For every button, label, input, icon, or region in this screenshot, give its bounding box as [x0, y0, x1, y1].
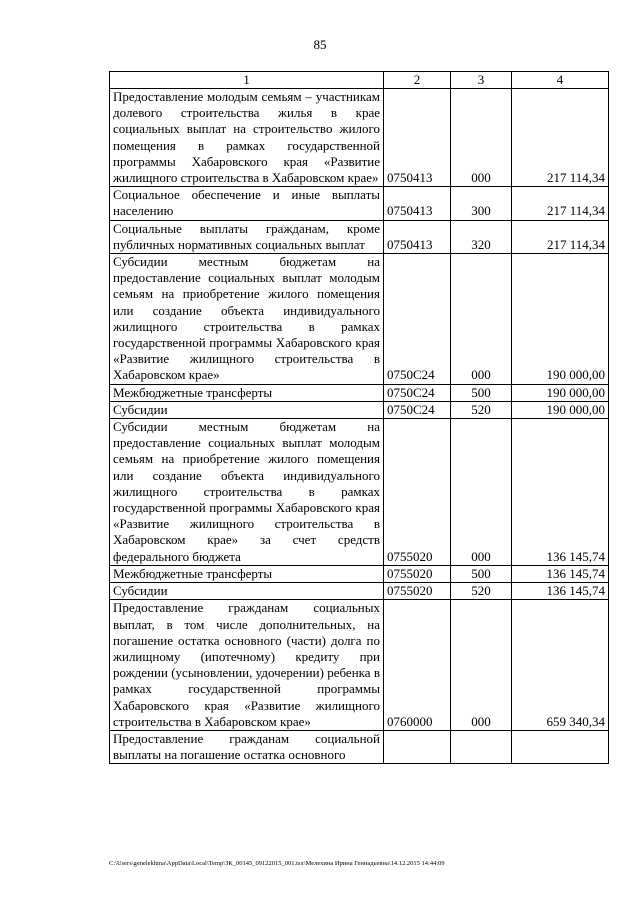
table-row — [110, 187, 609, 220]
row-expense-type — [451, 730, 512, 763]
row-code — [384, 730, 451, 763]
row-description: Субсидии местным бюджетам на предоставление социальных выплат молодым семьям на приобретение жилого помещения или создание объекта индивидуального жилищного строительства в рамках государственной программы Хабаровского края «Развитие жилищного строительства в Хабаровском крае» за счет средств федерального бюджета — [110, 419, 384, 566]
row-amount: 190 000,00 — [512, 401, 609, 418]
row-description: Субсидии — [110, 583, 384, 600]
row-code: 0750413 — [384, 220, 451, 253]
header-cell: 3 — [451, 72, 512, 89]
row-expense-type: 000 — [451, 419, 512, 566]
row-code: 0750С24 — [384, 401, 451, 418]
row-description: Социальные выплаты гражданам, кроме публичных нормативных социальных выплат — [110, 220, 384, 253]
row-code: 0750С24 — [384, 384, 451, 401]
row-code: 0760000 — [384, 600, 451, 731]
row-expense-type: 300 — [451, 187, 512, 220]
row-description: Социальное обеспечение и иные выплаты населению — [110, 187, 384, 220]
table-row — [110, 565, 609, 582]
header-cell: 2 — [384, 72, 451, 89]
row-code: 0755020 — [384, 419, 451, 566]
header-cell: 4 — [512, 72, 609, 89]
budget-table — [109, 71, 609, 764]
table-row — [110, 254, 609, 385]
row-expense-type: 000 — [451, 600, 512, 731]
row-description: Предоставление гражданам социальных выплат, в том числе дополнительных, на погашение остатка основного (части) долга по жилищному (ипотечному) кредиту при рождении (усыновлении, удочерении) ребенка в рамках государственной программы Хабаровского края «Развитие жилищного строительства в Хабаровском крае» — [110, 600, 384, 731]
row-description: Межбюджетные трансферты — [110, 565, 384, 582]
row-code: 0750413 — [384, 89, 451, 187]
table-row — [110, 89, 609, 187]
row-amount: 190 000,00 — [512, 384, 609, 401]
row-amount: 659 340,34 — [512, 600, 609, 731]
table-row — [110, 583, 609, 600]
row-amount: 136 145,74 — [512, 565, 609, 582]
row-description: Субсидии — [110, 401, 384, 418]
file-path-footer: C:\Users\genelekhina\AppData\Local\Temp\ЗК_00145_09122015_001.tsx\Мелехина Ирина Геннадьевна\14.12.2015 14:44:09 — [109, 860, 445, 867]
row-code: 0755020 — [384, 583, 451, 600]
row-amount — [512, 730, 609, 763]
table-row — [110, 419, 609, 566]
row-code: 0755020 — [384, 565, 451, 582]
row-description: Предоставление гражданам социальной выплаты на погашение остатка основного — [110, 730, 384, 763]
header-cell: 1 — [110, 72, 384, 89]
row-description: Предоставление молодым семьям – участникам долевого строительства жилья в крае социальных выплат на строительство жилого помещения в рамках государственной программы Хабаровского края «Развитие жилищного строительства в Хабаровском крае» — [110, 89, 384, 187]
row-expense-type: 520 — [451, 583, 512, 600]
row-expense-type: 500 — [451, 384, 512, 401]
row-amount: 190 000,00 — [512, 254, 609, 385]
row-amount: 217 114,34 — [512, 187, 609, 220]
table-row — [110, 384, 609, 401]
row-description: Субсидии местным бюджетам на предоставление социальных выплат молодым семьям на приобретение жилого помещения или создание объекта индивидуального жилищного строительства в рамках государственной программы Хабаровского края «Развитие жилищного строительства в Хабаровском крае» — [110, 254, 384, 385]
page-number: 85 — [313, 37, 327, 52]
row-expense-type: 320 — [451, 220, 512, 253]
row-amount: 217 114,34 — [512, 220, 609, 253]
table-row — [110, 600, 609, 731]
row-code: 0750413 — [384, 187, 451, 220]
table-row — [110, 401, 609, 418]
row-amount: 136 145,74 — [512, 583, 609, 600]
row-expense-type: 000 — [451, 254, 512, 385]
row-description: Межбюджетные трансферты — [110, 384, 384, 401]
row-amount: 217 114,34 — [512, 89, 609, 187]
row-amount: 136 145,74 — [512, 419, 609, 566]
row-expense-type: 000 — [451, 89, 512, 187]
table-row — [110, 220, 609, 253]
row-code: 0750С24 — [384, 254, 451, 385]
row-expense-type: 500 — [451, 565, 512, 582]
table-row — [110, 730, 609, 763]
table-header-row — [110, 72, 609, 89]
row-expense-type: 520 — [451, 401, 512, 418]
